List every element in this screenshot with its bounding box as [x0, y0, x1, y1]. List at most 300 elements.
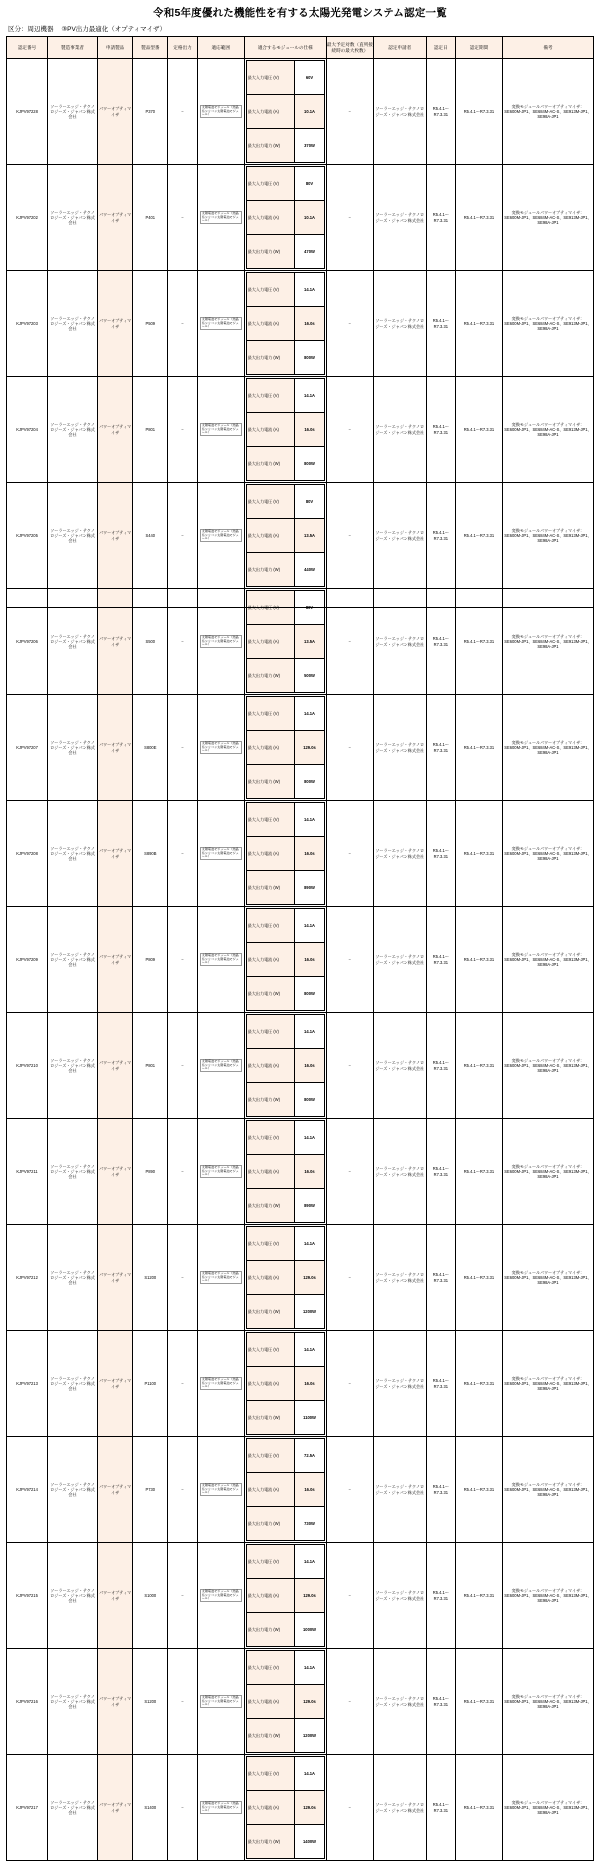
spec-label: 最大入力電流 (A): [246, 731, 294, 765]
cell-cert-no: KJPV97211: [7, 1119, 48, 1225]
spec-value: 129.0s: [295, 731, 325, 765]
spec-value: 14.1A: [295, 909, 325, 943]
scope-text: 太陽電池モジュール（結晶系シリコン太陽電池モジュール）: [200, 423, 242, 436]
cell-applicant: ソーラーエッジ・テクノロジーズ・ジャパン株式会社: [373, 1119, 426, 1225]
spec-value: 800W: [295, 1083, 325, 1117]
spec-value: 440W: [295, 553, 325, 587]
scope-text: 太陽電池モジュール（結晶系シリコン太陽電池モジュール）: [200, 1377, 242, 1390]
cell-applicant: ソーラーエッジ・テクノロジーズ・ジャパン株式会社: [373, 377, 426, 483]
cell-period: R5.4.1〜R7.3.31: [456, 1543, 503, 1649]
spec-label: 最大出力電力 (W): [246, 871, 294, 905]
spec-label: 最大出力電力 (W): [246, 1295, 294, 1329]
col-remark: 備考: [502, 37, 593, 59]
spec-label: 最大入力電圧 (V): [246, 909, 294, 943]
spec-value: 1200W: [295, 1719, 325, 1753]
spec-row: [246, 1473, 324, 1507]
scope-text: 太陽電池モジュール（結晶系シリコン太陽電池モジュール）: [200, 1483, 242, 1496]
cell-period: R5.4.1〜R7.3.31: [456, 695, 503, 801]
certification-table-wrap: [0, 36, 600, 1865]
spec-row: [246, 1651, 324, 1685]
cell-module-spec: [244, 1013, 326, 1119]
cell-cert-no: KJPV97228: [7, 59, 48, 165]
spec-label: 最大入力電流 (A): [246, 413, 294, 447]
cell-applicant: ソーラーエッジ・テクノロジーズ・ジャパン株式会社: [373, 801, 426, 907]
scope-text: 太陽電池モジュール（結晶系シリコン太陽電池モジュール）: [200, 1801, 242, 1814]
cell-module-spec: [244, 695, 326, 801]
table-row: [7, 695, 594, 801]
spec-row: [246, 977, 324, 1011]
spec-label: 最大出力電力 (W): [246, 765, 294, 799]
cell-remark: 変換モジュールパワーオプティマイザ：SE600M-JP1、SE684M-AC-S、SE913M-JP1、SE98A-JP1: [502, 695, 593, 801]
cell-remark: 変換モジュールパワーオプティマイザ：SE600M-JP1、SE684M-AC-S、SE913M-JP1、SE98A-JP1: [502, 165, 593, 271]
spec-row: [246, 1685, 324, 1719]
spec-row: [246, 1401, 324, 1435]
cell-output: −: [168, 695, 197, 801]
cell-max-series: −: [326, 1119, 373, 1225]
cell-max-series: −: [326, 483, 373, 589]
cell-remark: 変換モジュールパワーオプティマイザ：SE600M-JP1、SE684M-AC-S、SE913M-JP1、SE98A-JP1: [502, 1543, 593, 1649]
cell-maker: ソーラーエッジ・テクノロジーズ・ジャパン株式会社: [48, 589, 98, 695]
cell-output: −: [168, 801, 197, 907]
cell-product: パワーオプティマイザ: [97, 1649, 132, 1755]
cell-model: P730: [133, 1437, 168, 1543]
spec-row: [246, 1545, 324, 1579]
cell-product: パワーオプティマイザ: [97, 59, 132, 165]
cell-output: −: [168, 1225, 197, 1331]
cell-product: パワーオプティマイザ: [97, 1013, 132, 1119]
spec-label: 最大入力電流 (A): [246, 1473, 294, 1507]
spec-label: 最大入力電流 (A): [246, 307, 294, 341]
spec-value: 16.0s: [295, 1155, 325, 1189]
col-module-spec: 適合するモジュールの仕様: [244, 37, 326, 59]
cell-module-spec: [244, 1225, 326, 1331]
spec-label: 最大入力電流 (A): [246, 1685, 294, 1719]
cell-period: R5.4.1〜R7.3.31: [456, 907, 503, 1013]
cell-scope: [197, 1649, 244, 1755]
cell-model: S440: [133, 483, 168, 589]
cell-maker: ソーラーエッジ・テクノロジーズ・ジャパン株式会社: [48, 1755, 98, 1861]
cell-cert-date: R5.4.1〜R7.3.31: [426, 1437, 455, 1543]
cell-remark: 変換モジュールパワーオプティマイザ：SE600M-JP1、SE684M-AC-S、SE913M-JP1、SE98A-JP1: [502, 907, 593, 1013]
cell-period: R5.4.1〜R7.3.31: [456, 165, 503, 271]
cell-cert-no: KJPV97217: [7, 1755, 48, 1861]
spec-row: [246, 341, 324, 375]
scope-text: 太陽電池モジュール（結晶系シリコン太陽電池モジュール）: [200, 211, 242, 224]
spec-row: [246, 1439, 324, 1473]
cell-product: パワーオプティマイザ: [97, 1755, 132, 1861]
cell-scope: [197, 907, 244, 1013]
spec-row: [246, 447, 324, 481]
table-row: [7, 589, 594, 695]
spec-value: 14.1A: [295, 803, 325, 837]
cell-remark: 変換モジュールパワーオプティマイザ：SE600M-JP1、SE684M-AC-S、SE913M-JP1、SE98A-JP1: [502, 377, 593, 483]
spec-row: [246, 659, 324, 693]
cell-module-spec: [244, 271, 326, 377]
col-product: 申請製品: [97, 37, 132, 59]
cell-applicant: ソーラーエッジ・テクノロジーズ・ジャパン株式会社: [373, 1649, 426, 1755]
spec-value: 16.0s: [295, 943, 325, 977]
cell-period: R5.4.1〜R7.3.31: [456, 1225, 503, 1331]
cell-remark: 変換モジュールパワーオプティマイザ：SE600M-JP1、SE684M-AC-S、SE913M-JP1、SE98A-JP1: [502, 1013, 593, 1119]
spec-value: 470W: [295, 235, 325, 269]
cell-max-series: −: [326, 1543, 373, 1649]
spec-value: 500W: [295, 659, 325, 693]
col-cert-no: 認定番号: [7, 37, 48, 59]
cell-applicant: ソーラーエッジ・テクノロジーズ・ジャパン株式会社: [373, 1225, 426, 1331]
cell-applicant: ソーラーエッジ・テクノロジーズ・ジャパン株式会社: [373, 589, 426, 695]
spec-value: 890W: [295, 1189, 325, 1223]
cell-cert-no: KJPV97212: [7, 1225, 48, 1331]
cell-cert-no: KJPV97207: [7, 695, 48, 801]
cell-module-spec: [244, 1437, 326, 1543]
cell-output: −: [168, 1013, 197, 1119]
cell-output: −: [168, 589, 197, 695]
cell-output: −: [168, 907, 197, 1013]
spec-row: [246, 1333, 324, 1367]
cell-max-series: −: [326, 165, 373, 271]
spec-value: 80V: [295, 485, 325, 519]
cell-cert-date: R5.4.1〜R7.3.31: [426, 1649, 455, 1755]
spec-row: [246, 129, 324, 163]
spec-label: 最大入力電流 (A): [246, 1155, 294, 1189]
spec-label: 最大入力電圧 (V): [246, 803, 294, 837]
col-period: 認定期間: [456, 37, 503, 59]
spec-label: 最大入力電流 (A): [246, 1579, 294, 1613]
cell-output: −: [168, 1543, 197, 1649]
cell-cert-date: R5.4.1〜R7.3.31: [426, 907, 455, 1013]
cell-remark: 変換モジュールパワーオプティマイザ：SE600M-JP1、SE684M-AC-S、SE913M-JP1、SE98A-JP1: [502, 483, 593, 589]
cell-model: P801: [133, 377, 168, 483]
cell-product: パワーオプティマイザ: [97, 1225, 132, 1331]
cell-model: S890B: [133, 801, 168, 907]
cell-product: パワーオプティマイザ: [97, 483, 132, 589]
spec-row: [246, 837, 324, 871]
cell-maker: ソーラーエッジ・テクノロジーズ・ジャパン株式会社: [48, 271, 98, 377]
scope-text: 太陽電池モジュール（結晶系シリコン太陽電池モジュール）: [200, 1695, 242, 1708]
spec-value: 16.0s: [295, 1367, 325, 1401]
spec-value: 80V: [295, 167, 325, 201]
cell-output: −: [168, 1331, 197, 1437]
cell-remark: 変換モジュールパワーオプティマイザ：SE600M-JP1、SE684M-AC-S、SE913M-JP1、SE98A-JP1: [502, 1331, 593, 1437]
cell-cert-date: R5.4.1〜R7.3.31: [426, 377, 455, 483]
table-row: [7, 1331, 594, 1437]
cell-maker: ソーラーエッジ・テクノロジーズ・ジャパン株式会社: [48, 59, 98, 165]
spec-label: 最大入力電圧 (V): [246, 485, 294, 519]
spec-value: 1100W: [295, 1401, 325, 1435]
spec-value: 800W: [295, 977, 325, 1011]
cell-maker: ソーラーエッジ・テクノロジーズ・ジャパン株式会社: [48, 165, 98, 271]
cell-period: R5.4.1〜R7.3.31: [456, 1755, 503, 1861]
spec-value: 890W: [295, 871, 325, 905]
cell-max-series: −: [326, 1649, 373, 1755]
cell-product: パワーオプティマイザ: [97, 695, 132, 801]
cell-model: P509: [133, 271, 168, 377]
spec-label: 最大出力電力 (W): [246, 659, 294, 693]
cell-output: −: [168, 271, 197, 377]
cell-remark: 変換モジュールパワーオプティマイザ：SE600M-JP1、SE684M-AC-S、SE913M-JP1、SE98A-JP1: [502, 801, 593, 907]
cell-remark: 変換モジュールパワーオプティマイザ：SE600M-JP1、SE684M-AC-S、SE913M-JP1、SE98A-JP1: [502, 1437, 593, 1543]
cell-scope: [197, 1755, 244, 1861]
cell-remark: 変換モジュールパワーオプティマイザ：SE600M-JP1、SE684M-AC-S、SE913M-JP1、SE98A-JP1: [502, 1119, 593, 1225]
cell-model: S1200: [133, 1225, 168, 1331]
cell-applicant: ソーラーエッジ・テクノロジーズ・ジャパン株式会社: [373, 1755, 426, 1861]
spec-label: 最大入力電圧 (V): [246, 1651, 294, 1685]
cell-model: P401: [133, 165, 168, 271]
spec-label: 最大入力電流 (A): [246, 1261, 294, 1295]
cell-applicant: ソーラーエッジ・テクノロジーズ・ジャパン株式会社: [373, 1331, 426, 1437]
spec-label: 最大入力電流 (A): [246, 519, 294, 553]
table-row: [7, 1649, 594, 1755]
cell-maker: ソーラーエッジ・テクノロジーズ・ジャパン株式会社: [48, 1013, 98, 1119]
cell-output: −: [168, 1437, 197, 1543]
spec-value: 14.1A: [295, 1333, 325, 1367]
spec-row: [246, 235, 324, 269]
cell-cert-date: R5.4.1〜R7.3.31: [426, 1331, 455, 1437]
bottom-divider: [6, 607, 594, 608]
table-row: [7, 1119, 594, 1225]
spec-row: [246, 625, 324, 659]
spec-value: 16.0s: [295, 1473, 325, 1507]
classification-value: ③PV出力最適化（オプティマイザ）: [61, 26, 166, 33]
spec-label: 最大出力電力 (W): [246, 1719, 294, 1753]
table-row: [7, 271, 594, 377]
spec-value: 14.1A: [295, 379, 325, 413]
cell-applicant: ソーラーエッジ・テクノロジーズ・ジャパン株式会社: [373, 483, 426, 589]
spec-row: [246, 697, 324, 731]
cell-applicant: ソーラーエッジ・テクノロジーズ・ジャパン株式会社: [373, 165, 426, 271]
cell-max-series: −: [326, 907, 373, 1013]
scope-text: 太陽電池モジュール（結晶系シリコン太陽電池モジュール）: [200, 1165, 242, 1178]
spec-label: 最大入力電圧 (V): [246, 697, 294, 731]
spec-row: [246, 803, 324, 837]
spec-value: 800W: [295, 341, 325, 375]
spec-row: [246, 1791, 324, 1825]
cell-maker: ソーラーエッジ・テクノロジーズ・ジャパン株式会社: [48, 377, 98, 483]
spec-row: [246, 413, 324, 447]
cell-applicant: ソーラーエッジ・テクノロジーズ・ジャパン株式会社: [373, 907, 426, 1013]
spec-row: [246, 731, 324, 765]
cell-model: P801: [133, 1013, 168, 1119]
cell-applicant: ソーラーエッジ・テクノロジーズ・ジャパン株式会社: [373, 1543, 426, 1649]
cell-cert-no: KJPV97206: [7, 589, 48, 695]
spec-value: 14.1A: [295, 1651, 325, 1685]
spec-row: [246, 943, 324, 977]
cell-cert-no: KJPV97216: [7, 1649, 48, 1755]
table-header: [7, 37, 594, 59]
cell-cert-date: R5.4.1〜R7.3.31: [426, 165, 455, 271]
cell-maker: ソーラーエッジ・テクノロジーズ・ジャパン株式会社: [48, 1119, 98, 1225]
cell-scope: [197, 483, 244, 589]
cell-module-spec: [244, 1755, 326, 1861]
cell-module-spec: [244, 801, 326, 907]
spec-value: 16.0s: [295, 307, 325, 341]
cell-output: −: [168, 1649, 197, 1755]
cell-scope: [197, 59, 244, 165]
cell-cert-date: R5.4.1〜R7.3.31: [426, 695, 455, 801]
spec-label: 最大入力電圧 (V): [246, 167, 294, 201]
cell-cert-no: KJPV97208: [7, 801, 48, 907]
scope-text: 太陽電池モジュール（結晶系シリコン太陽電池モジュール）: [200, 317, 242, 330]
scope-text: 太陽電池モジュール（結晶系シリコン太陽電池モジュール）: [200, 635, 242, 648]
cell-period: R5.4.1〜R7.3.31: [456, 377, 503, 483]
spec-value: 72.5A: [295, 1439, 325, 1473]
table-row: [7, 1755, 594, 1861]
spec-value: 16.0s: [295, 1049, 325, 1083]
cell-max-series: −: [326, 1331, 373, 1437]
spec-value: 13.5A: [295, 519, 325, 553]
page-title: 令和5年度優れた機能性を有する太陽光発電システム認定一覧: [153, 7, 447, 19]
spec-row: [246, 871, 324, 905]
spec-row: [246, 201, 324, 235]
table-row: [7, 483, 594, 589]
spec-label: 最大出力電力 (W): [246, 341, 294, 375]
cell-max-series: −: [326, 1225, 373, 1331]
cell-remark: 変換モジュールパワーオプティマイザ：SE600M-JP1、SE684M-AC-S、SE913M-JP1、SE98A-JP1: [502, 59, 593, 165]
spec-label: 最大入力電流 (A): [246, 837, 294, 871]
header-row: [7, 37, 594, 59]
spec-row: [246, 1121, 324, 1155]
col-output: 定格出力: [168, 37, 197, 59]
spec-row: [246, 61, 324, 95]
spec-row: [246, 1049, 324, 1083]
cell-module-spec: [244, 589, 326, 695]
spec-label: 最大出力電力 (W): [246, 553, 294, 587]
cell-cert-no: KJPV97209: [7, 907, 48, 1013]
cell-cert-no: KJPV97204: [7, 377, 48, 483]
cell-product: パワーオプティマイザ: [97, 1331, 132, 1437]
cell-max-series: −: [326, 377, 373, 483]
cell-module-spec: [244, 1119, 326, 1225]
cell-period: R5.4.1〜R7.3.31: [456, 1013, 503, 1119]
cell-applicant: ソーラーエッジ・テクノロジーズ・ジャパン株式会社: [373, 271, 426, 377]
spec-label: 最大入力電圧 (V): [246, 1227, 294, 1261]
spec-row: [246, 273, 324, 307]
spec-row: [246, 1825, 324, 1859]
cell-maker: ソーラーエッジ・テクノロジーズ・ジャパン株式会社: [48, 801, 98, 907]
spec-label: 最大入力電圧 (V): [246, 1439, 294, 1473]
table-row: [7, 59, 594, 165]
spec-row: [246, 553, 324, 587]
spec-value: 60V: [295, 61, 325, 95]
cell-period: R5.4.1〜R7.3.31: [456, 1649, 503, 1755]
spec-label: 最大入力電流 (A): [246, 95, 294, 129]
cell-scope: [197, 801, 244, 907]
cell-product: パワーオプティマイザ: [97, 377, 132, 483]
spec-value: 10.1A: [295, 201, 325, 235]
cell-cert-date: R5.4.1〜R7.3.31: [426, 801, 455, 907]
cell-maker: ソーラーエッジ・テクノロジーズ・ジャパン株式会社: [48, 1437, 98, 1543]
spec-value: 370W: [295, 129, 325, 163]
scope-text: 太陽電池モジュール（結晶系シリコン太陽電池モジュール）: [200, 1271, 242, 1284]
classification-prefix: 区分：周辺機器: [8, 26, 54, 33]
cell-cert-no: KJPV97215: [7, 1543, 48, 1649]
spec-value: 129.0s: [295, 1685, 325, 1719]
cell-cert-date: R5.4.1〜R7.3.31: [426, 1225, 455, 1331]
cell-model: S1200: [133, 1649, 168, 1755]
cell-maker: ソーラーエッジ・テクノロジーズ・ジャパン株式会社: [48, 1225, 98, 1331]
cell-cert-date: R5.4.1〜R7.3.31: [426, 589, 455, 695]
spec-row: [246, 1367, 324, 1401]
spec-row: [246, 1155, 324, 1189]
cell-applicant: ソーラーエッジ・テクノロジーズ・ジャパン株式会社: [373, 1013, 426, 1119]
cell-model: S800E: [133, 695, 168, 801]
spec-value: 14.1A: [295, 1121, 325, 1155]
cell-scope: [197, 165, 244, 271]
cell-model: P370: [133, 59, 168, 165]
spec-value: 16.0s: [295, 837, 325, 871]
cell-product: パワーオプティマイザ: [97, 271, 132, 377]
cell-output: −: [168, 1119, 197, 1225]
cell-period: R5.4.1〜R7.3.31: [456, 801, 503, 907]
cell-scope: [197, 271, 244, 377]
cell-scope: [197, 1225, 244, 1331]
cell-max-series: −: [326, 1013, 373, 1119]
cell-product: パワーオプティマイザ: [97, 1543, 132, 1649]
cell-cert-date: R5.4.1〜R7.3.31: [426, 59, 455, 165]
cell-max-series: −: [326, 695, 373, 801]
spec-value: 14.1A: [295, 1545, 325, 1579]
cell-maker: ソーラーエッジ・テクノロジーズ・ジャパン株式会社: [48, 1331, 98, 1437]
table-body: [7, 59, 594, 1861]
table-row: [7, 801, 594, 907]
spec-label: 最大出力電力 (W): [246, 1083, 294, 1117]
cell-module-spec: [244, 907, 326, 1013]
spec-row: [246, 1579, 324, 1613]
spec-label: 最大入力電圧 (V): [246, 273, 294, 307]
cell-max-series: −: [326, 59, 373, 165]
spec-label: 最大入力電圧 (V): [246, 1333, 294, 1367]
cell-scope: [197, 695, 244, 801]
spec-label: 最大入力電圧 (V): [246, 1015, 294, 1049]
cell-module-spec: [244, 1543, 326, 1649]
cell-cert-date: R5.4.1〜R7.3.31: [426, 1543, 455, 1649]
spec-row: [246, 485, 324, 519]
spec-value: 16.0s: [295, 413, 325, 447]
cell-scope: [197, 1437, 244, 1543]
spec-value: 14.1A: [295, 697, 325, 731]
spec-row: [246, 1507, 324, 1541]
cell-product: パワーオプティマイザ: [97, 1437, 132, 1543]
cell-period: R5.4.1〜R7.3.31: [456, 271, 503, 377]
scope-text: 太陽電池モジュール（結晶系シリコン太陽電池モジュール）: [200, 529, 242, 542]
cell-remark: 変換モジュールパワーオプティマイザ：SE600M-JP1、SE684M-AC-S、SE913M-JP1、SE98A-JP1: [502, 589, 593, 695]
spec-row: [246, 1189, 324, 1223]
cell-model: S1400: [133, 1755, 168, 1861]
cell-product: パワーオプティマイザ: [97, 165, 132, 271]
cell-module-spec: [244, 377, 326, 483]
spec-row: [246, 307, 324, 341]
spec-value: 129.0s: [295, 1261, 325, 1295]
table-row: [7, 165, 594, 271]
spec-label: 最大入力電流 (A): [246, 1049, 294, 1083]
cell-period: R5.4.1〜R7.3.31: [456, 59, 503, 165]
cell-period: R5.4.1〜R7.3.31: [456, 1331, 503, 1437]
scope-text: 太陽電池モジュール（結晶系シリコン太陽電池モジュール）: [200, 847, 242, 860]
cell-module-spec: [244, 1649, 326, 1755]
spec-label: 最大出力電力 (W): [246, 235, 294, 269]
spec-label: 最大入力電圧 (V): [246, 591, 294, 625]
cell-maker: ソーラーエッジ・テクノロジーズ・ジャパン株式会社: [48, 1543, 98, 1649]
cell-model: P809: [133, 907, 168, 1013]
table-row: [7, 907, 594, 1013]
cell-cert-no: KJPV97205: [7, 483, 48, 589]
spec-label: 最大出力電力 (W): [246, 1401, 294, 1435]
cell-cert-date: R5.4.1〜R7.3.31: [426, 1013, 455, 1119]
cell-model: P890: [133, 1119, 168, 1225]
cell-scope: [197, 1543, 244, 1649]
spec-row: [246, 1613, 324, 1647]
table-row: [7, 1437, 594, 1543]
